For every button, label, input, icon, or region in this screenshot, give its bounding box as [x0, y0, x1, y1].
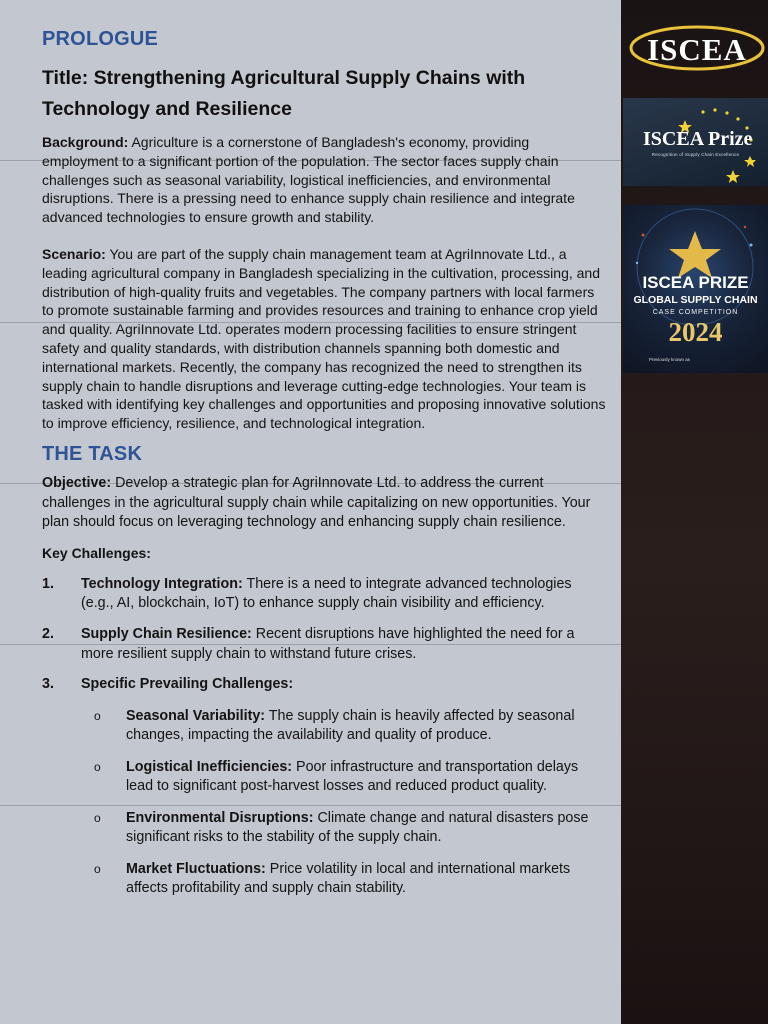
challenges-list: [42, 575, 608, 695]
bullet-icon: o: [94, 708, 101, 723]
sub-list-item: [42, 809, 608, 847]
objective-paragraph: [42, 474, 608, 533]
competition-title: ISCEA PRIZE: [642, 273, 749, 292]
sub-challenge-label: Market Fluctuations:: [126, 860, 266, 877]
sub-challenge-text: The supply chain is heavily affected by seasonal changes, impacting the availability and quality of produce.: [126, 707, 575, 743]
list-item: [42, 675, 608, 695]
previously-known-text: Previously known as: [649, 357, 691, 362]
list-number: 3.: [42, 676, 54, 693]
scenario-text: You are part of the supply chain management team at AgriInnovate Ltd., a leading agricultural company in Bangladesh specializing in the cultivation, processing, and distribution of high-quality fruits and vegetables. The company partners with local farmers to promote sustainable farming and provides resources and training to enhance crop yield and quality. AgriInnovate Ltd. operates modern processing facilities to ensure stringent safety and quality standards, with distribution channels spanning both domestic and international markets. Recently, the company has recognized the need to strengthen its supply chain to handle disruptions and leverage cutting-edge technologies. Your team is tasked with identifying key challenges and opportunities and proposing innovative solutions to improve efficiency, resilience, and technological integration.: [42, 245, 606, 432]
sub-challenge-text: Poor infrastructure and transportation delays lead to significant post-harvest losses and reduced product quality.: [126, 758, 579, 794]
competition-type: CASE COMPETITION: [652, 309, 739, 316]
challenge-label: Technology Integration:: [81, 575, 243, 592]
background-paragraph: [42, 133, 608, 227]
sub-challenges-list: [42, 707, 608, 898]
background-label: Background:: [42, 134, 129, 150]
sub-challenge-label: Logistical Inefficiencies:: [126, 758, 293, 775]
document-title: Title: Strengthening Agricultural Supply Chains with Technology and Resilience: [42, 67, 526, 120]
bullet-icon: o: [94, 759, 101, 774]
list-number: 1.: [42, 575, 54, 592]
challenge-label: Supply Chain Resilience:: [81, 625, 252, 642]
challenge-text: There is a need to integrate advanced technologies (e.g., AI, blockchain, IoT) to enhance supply chain visibility and efficiency.: [81, 575, 572, 612]
challenge-label: Specific Prevailing Challenges:: [81, 676, 294, 693]
list-item: [42, 575, 608, 614]
iscea-prize-banner: [623, 98, 768, 186]
competition-banner: [623, 205, 768, 373]
sub-list-item: [42, 860, 608, 898]
document-content: [42, 28, 608, 911]
prize-logo-text: ISCEA Prize: [643, 128, 753, 150]
challenge-text: Recent disruptions have highlighted the need for a more resilient supply chain to withstand future crises.: [81, 625, 575, 662]
sub-list-item: [42, 758, 608, 796]
iscea-logo: [627, 18, 767, 82]
list-number: 2.: [42, 625, 54, 642]
competition-subtitle: GLOBAL SUPPLY CHAIN: [633, 294, 758, 306]
background-text: Agriculture is a cornerstone of Bangladesh's economy, providing employment to a significant portion of the population. The sector faces supply chain challenges such as seasonal variability, logistical inefficiencies, and environmental disruptions. There is a pressing need to enhance supply chain resilience and integrate advanced technologies to ensure growth and stability.: [42, 134, 575, 226]
list-item: [42, 625, 608, 664]
bullet-icon: o: [94, 861, 101, 876]
scenario-label: Scenario:: [42, 245, 106, 262]
scenario-paragraph: [42, 245, 608, 433]
sub-challenge-label: Seasonal Variability:: [126, 707, 266, 724]
bullet-icon: o: [94, 810, 101, 825]
prize-tagline: Recognition of Supply Chain Excellence: [651, 152, 740, 157]
competition-year: 2024: [668, 317, 723, 347]
sub-challenge-text: Climate change and natural disasters pose significant risks to the stability of the supply chain.: [126, 809, 589, 845]
sub-challenge-label: Environmental Disruptions:: [126, 809, 314, 826]
objective-text: Develop a strategic plan for AgriInnovate Ltd. to address the current challenges in the agricultural supply chain while capitalizing on new opportunities. Your plan should focus on leveraging technology and enhancing supply chain resilience.: [42, 474, 591, 531]
sub-list-item: [42, 707, 608, 745]
logo-text: ISCEA: [647, 32, 747, 67]
objective-label: Objective:: [42, 474, 112, 491]
task-heading: THE TASK: [42, 442, 143, 465]
key-challenges-heading: Key Challenges:: [42, 544, 151, 561]
prologue-heading: PROLOGUE: [42, 28, 159, 50]
sub-challenge-text: Price volatility in local and international markets affects profitability and supply chain stability.: [126, 860, 571, 896]
